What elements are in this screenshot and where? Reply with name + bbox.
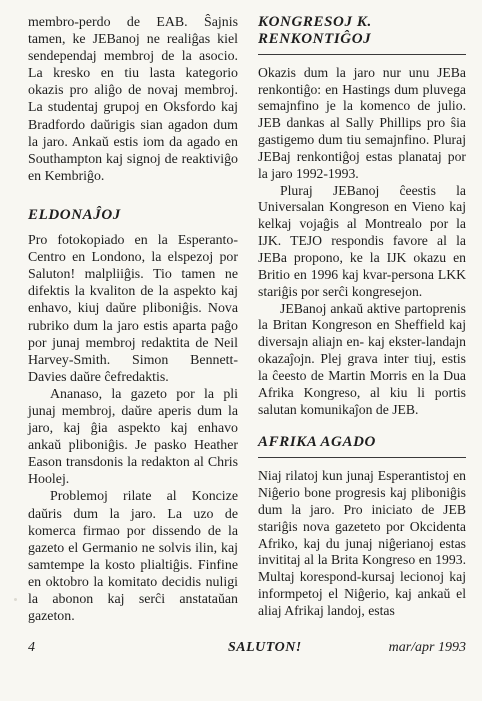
paragraph-membership: membro-perdo de EAB. Ŝajnis tamen, ke JEBanoj ne realiĝas kiel sendependaj membroj de la asocio. La kresko en tiu lasta kategorio okazis pro aliĝo de novaj membroj. La studentaj grupoj en Oksfordo kaj Bradfordo daŭrigis sian agadon dum la jaro. Ankaŭ estis iom da agado en Southampton kaj signoj de reaktiviĝo en Kembriĝo. [28,15,238,184]
paragraph-ananaso: Ananaso, la gazeto por la pli junaj membroj, daŭre aperis dum la jaro, kaj ĝia aspekto kaj enhavo ankaŭ pliboniĝis. Je pasko Heather Eason transdonis la redakton al Chris Hoolej. [28,386,238,488]
page-number: 4 [28,640,35,655]
paper-speck [14,598,17,601]
paragraph-afrika-agado: Niaj rilatoj kun junaj Esperantistoj en Niĝerio bone progresis kaj pliboniĝis dum la jaro. Pro iniciato de JEB stariĝis nova gazeteto por Okcidenta Afriko, kaj du junaj niĝerianoj estas invititaj al la Brita Kongreso en 1993. Multaj korespond-kursaj lecionoj kaj informpetoj el Niĝerio, kaj ankaŭ el aliaj Afrikaj landoj, estas [258,468,466,618]
paragraph-publications: Pro fotokopiado en la Esperanto-Centro en Londono, la elspezoj por Saluton! malpliiĝis. Tio tamen ne difektis la kvaliton de la aspekto kaj enhavo, kiuj daŭre pliboniĝis. Nova rubriko dum la jaro estis aparta paĝo por junaj membroj redaktita de Neil Harvey-Smith. Simon Bennett-Davies daŭre ĉefredaktis. [28,233,238,385]
heading-eldonajoj: ELDONAĴOJ [28,206,121,223]
right-column [258,14,466,620]
left-column [28,14,238,625]
paragraph-kongresoj: Pluraj JEBanoj ĉeestis la Universalan Kongreson en Vieno kaj kelkaj vojaĝis al Montrealo por la IJK. TEJO respondis favore al la JEBa propono, ke la IJK okazu en Britio en 1996 kaj kvar-persona LKK stariĝis por serĉi kongresejon. [258,182,466,299]
issue-date: mar/apr 1993 [388,640,466,655]
heading-divider [258,457,466,458]
magazine-name: SALUTON! [228,640,302,655]
paragraph-renkontigoj: Okazis dum la jaro nur unu JEBa renkontiĝo: en Hastings dum pluvega semajnfino je la komenco de julio. JEB dankas al Sally Phillips pro ŝia gastigemo dum tiu semajnfino. Pluraj JEBaj renkontiĝoj estas planataj por la jaro 1992-1993. [258,64,466,181]
paragraph-koncize: Problemoj rilate al Koncize daŭris dum la jaro. La uzo de komerca firmao por dissendo de la gazeto el Germanio ne solvis ilin, kaj samtempe la kosto plialtiĝis. Finfine en oktobro la komitato decidis nuligi la abonon kaj serĉi anstataŭan gazeton. [28,489,238,625]
paragraph-brita-kongreso: JEBanoj ankaŭ aktive partoprenis la Britan Kongreson en Sheffield kaj diversajn aliajn en- kaj ekster-landajn okazaĵojn. Plej grava inter tiuj, estis la ĉeesto de Martin Morris en la Dua Afrika Kongreso, al kiu li portis salutan komunikaĵon de JEB. [258,300,466,417]
heading-afrika-agado: AFRIKA AGADO [258,434,376,451]
page-footer [28,640,466,660]
heading-kongresoj: KONGRESOJ K. RENKONTIĜOJ [258,14,372,47]
heading-divider [258,54,466,55]
